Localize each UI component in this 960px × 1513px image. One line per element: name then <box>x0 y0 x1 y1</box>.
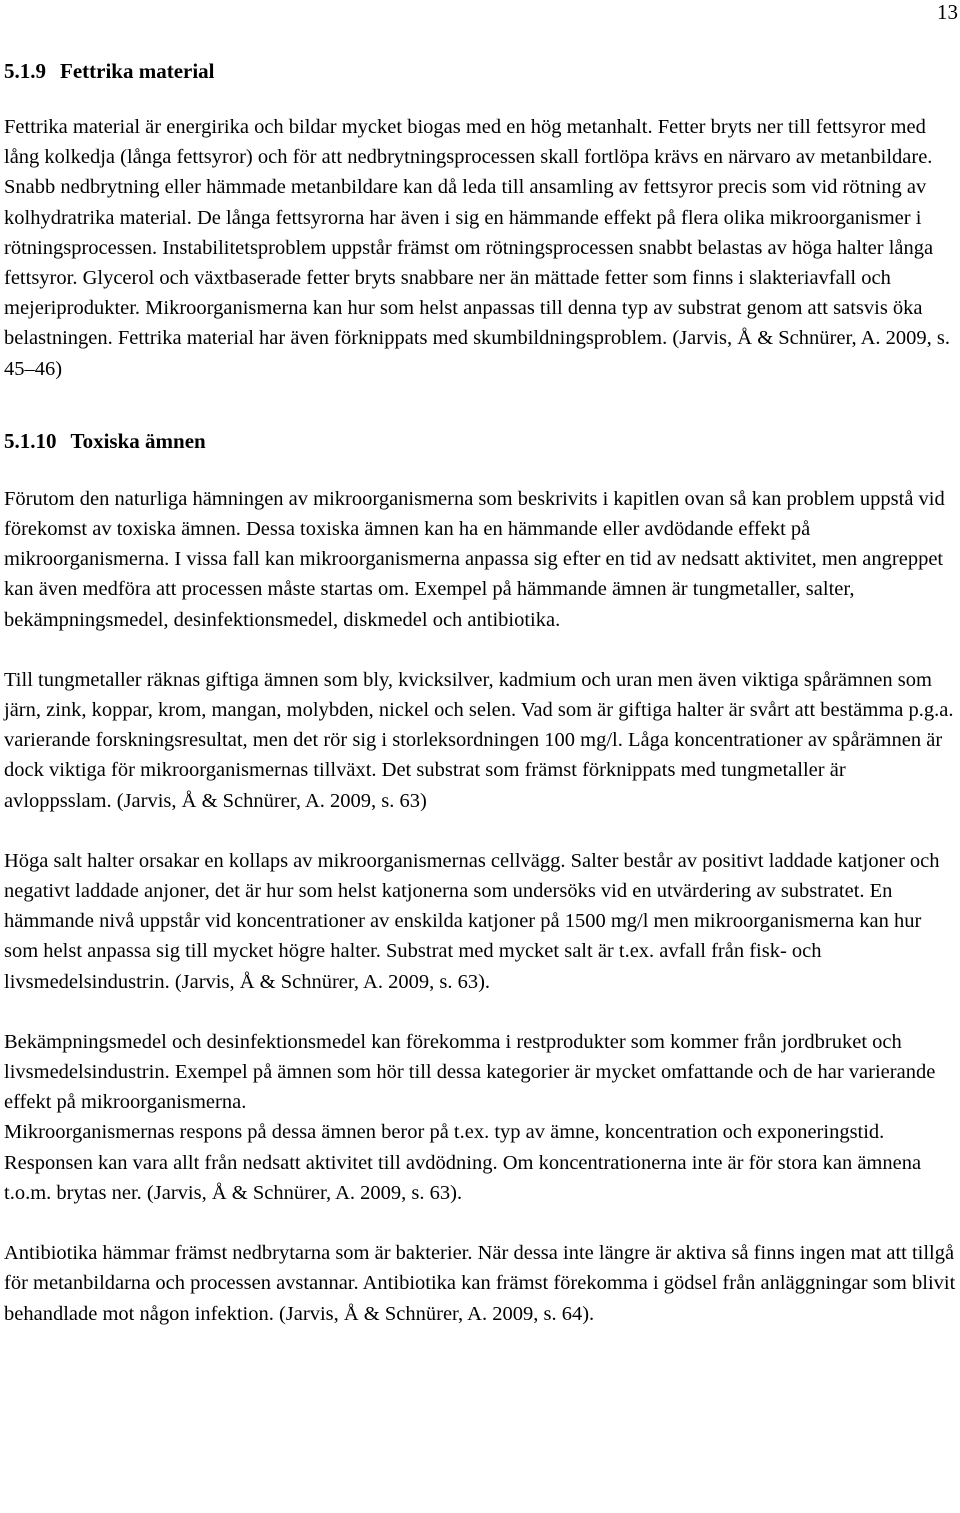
section-title: Toxiska ämnen <box>70 428 206 453</box>
document-body <box>4 56 956 1329</box>
section-number: 5.1.9 <box>4 59 46 83</box>
section-heading-fettrika <box>4 56 956 86</box>
paragraph-antibiotika: Antibiotika hämmar främst nedbrytarna som är bakterier. När dessa inte längre är aktiva så finns ingen mat att tillgå för metanbildarna och processen avstannar. Antibiotika kan främst förekomma i gödsel från anläggningar som blivit behandlade mot någon infektion. (Jarvis, Å & Schnürer, A. 2009, s. 64). <box>4 1242 956 1325</box>
paragraph-salter: Höga salt halter orsakar en kollaps av mikroorganismernas cellvägg. Salter består av positivt laddade katjoner och negativt laddade anjoner, det är hur som helst katjonerna som undersöks vid en utvärdering av substratet. En hämmande nivå uppstår vid koncentrationer av enskilda katjoner på 1500 mg/l men mikroorganismerna kan hur som helst anpassa sig till mycket högre halter. Substrat med mycket salt är t.ex. avfall från fisk- och livsmedelsindustrin. (Jarvis, Å & Schnürer, A. 2009, s. 63). <box>4 849 940 993</box>
paragraph-tungmetaller: Till tungmetaller räknas giftiga ämnen som bly, kvicksilver, kadmium och uran men även viktiga spårämnen som järn, zink, koppar, krom, mangan, molybden, nickel och selen. Vad som är giftiga halter är svårt att bestämma p.g.a. varierande forskningsresultat, men det rör sig i storleksordningen 100 mg/l. Låga koncentrationer av spårämnen är dock viktiga för mikroorganismernas tillväxt. Det substrat som främst förknippats med tungmetaller är avloppsslam. (Jarvis, Å & Schnürer, A. 2009, s. 63) <box>4 668 954 812</box>
paragraph-respons: Mikroorganismernas respons på dessa ämnen beror på t.ex. typ av ämne, koncentration och exponeringstid. Responsen kan vara allt från nedsatt aktivitet till avdödning. Om koncentrationerna inte är för stora kan ämnena t.o.m. brytas ner. (Jarvis, Å & Schnürer, A. 2009, s. 63). <box>4 1121 922 1204</box>
page-number: 13 <box>937 0 958 24</box>
paragraph-intro: Förutom den naturliga hämningen av mikroorganismerna som beskrivits i kapitlen ovan så kan problem uppstå vid förekomst av toxiska ämnen. Dessa toxiska ämnen kan ha en hämmande eller avdödande effekt på mikroorganismerna. I vissa fall kan mikroorganismerna anpassa sig efter en tid av nedsatt aktivitet, men angreppet kan även medföra att processen måste startas om. Exempel på hämmande ämnen är tungmetaller, salter, bekämpningsmedel, desinfektionsmedel, diskmedel och antibiotika. <box>4 487 945 631</box>
section-title: Fettrika material <box>60 59 215 83</box>
paragraph-bekampningsmedel: Bekämpningsmedel och desinfektionsmedel kan förekomma i restprodukter som kommer från jordbruket och livsmedelsindustrin. Exempel på ämnen som hör till dessa kategorier är mycket omfattande och de har varierande effekt på mikroorganismerna. <box>4 1030 936 1114</box>
section-number: 5.1.10 <box>4 428 57 453</box>
paragraph-fettrika: Fettrika material är energirika och bildar mycket biogas med en hög metanhalt. Fetter bryts ner till fettsyror med lång kolkedja (långa fettsyror) och för att nedbrytningsprocessen skall fortlöpa krävs en närvaro av metanbildare. Snabb nedbrytning eller hämmade metanbildare kan då leda till ansamling av fettsyror precis som vid rötning av kolhydratrika material. De långa fettsyrorna har även i sig en hämmande effekt på flera olika mikroorganismer i rötningsprocessen. Instabilitetsproblem uppstår främst om rötningsprocessen snabbt belastas av höga halter långa fettsyror. Glycerol och växtbaserade fetter bryts snabbare ner än mättade fetter som finns i slakteriavfall och mejeriprodukter. Mikroorganismerna kan hur som helst anpassas till denna typ av substrat genom att satsvis öka belastningen. Fettrika material har även förknippats med skumbildningsproblem. (Jarvis, Å & Schnürer, A. 2009, s. 45–46) <box>4 116 950 380</box>
section-heading-toxiska <box>4 426 956 456</box>
